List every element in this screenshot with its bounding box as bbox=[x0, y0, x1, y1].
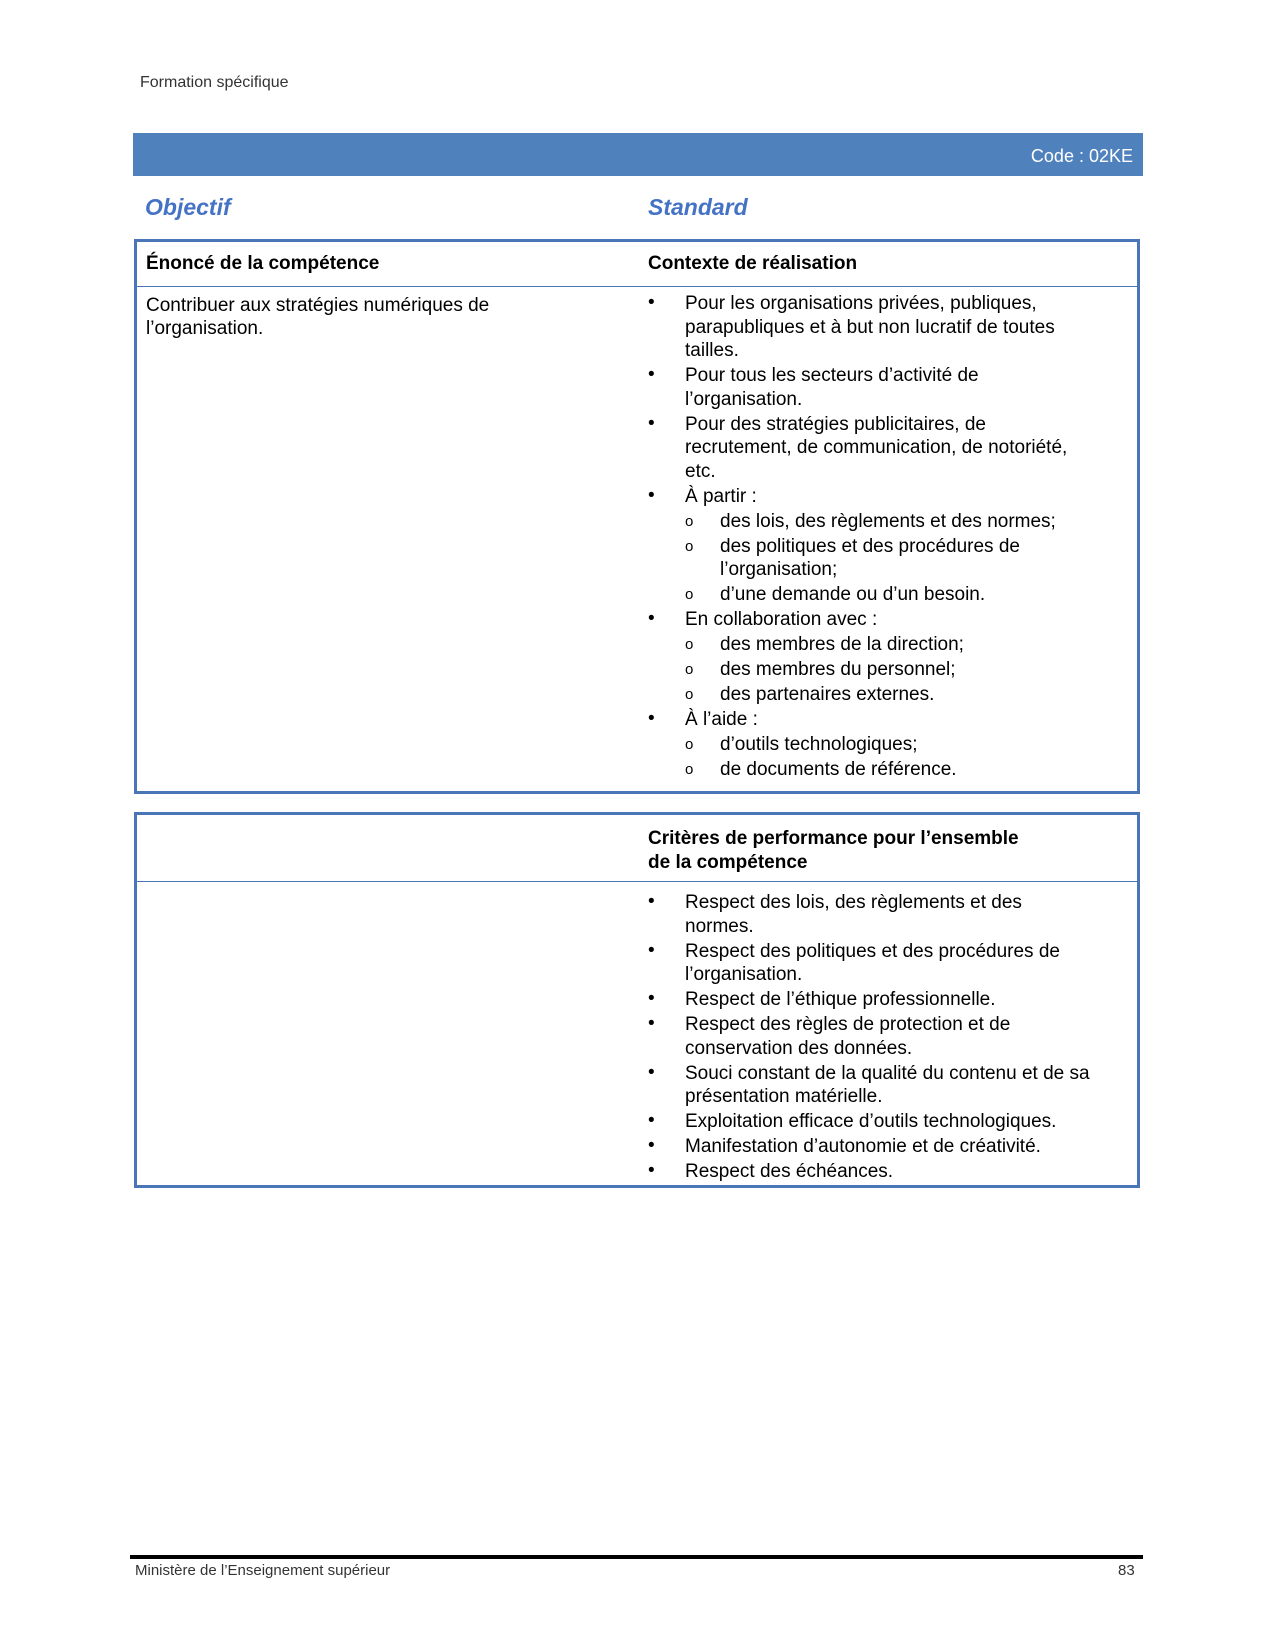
list-item-text bbox=[685, 608, 1125, 632]
list-item-text bbox=[720, 758, 1160, 782]
list-item-text bbox=[685, 364, 1125, 411]
footer-rule bbox=[130, 1555, 1143, 1559]
list-item-text bbox=[685, 1160, 1125, 1184]
list-item-text bbox=[720, 535, 1160, 582]
list-item-line: normes. bbox=[685, 915, 754, 937]
standard-title: Standard bbox=[648, 194, 748, 220]
list-item-text bbox=[685, 891, 1125, 938]
section-header: Formation spécifique bbox=[140, 74, 289, 91]
list-item-line: tailles. bbox=[685, 340, 739, 361]
list-item-text bbox=[720, 658, 1160, 682]
sub-bullet-icon: o bbox=[685, 661, 694, 678]
list-item-line: etc. bbox=[685, 460, 716, 482]
list-item-line: des lois, des règlements et des normes; bbox=[720, 510, 1056, 532]
list-item-text bbox=[685, 1013, 1125, 1060]
bullet-icon: • bbox=[648, 939, 655, 961]
list-item-line: Pour tous les secteurs d’activité de bbox=[685, 365, 979, 386]
list-item-line: Respect des règles de protection et de bbox=[685, 1014, 1011, 1035]
list-item-line: d’outils technologiques; bbox=[720, 734, 918, 755]
sub-bullet-icon: o bbox=[685, 686, 694, 703]
sub-bullet-icon: o bbox=[685, 736, 694, 753]
context-list bbox=[648, 292, 1128, 792]
list-item-line: En collaboration avec : bbox=[685, 609, 878, 630]
bullet-icon: • bbox=[648, 412, 655, 434]
bullet-icon: • bbox=[648, 292, 655, 313]
list-item-text bbox=[685, 988, 1125, 1012]
bullet-icon: • bbox=[648, 484, 655, 506]
sub-bullet-icon: o bbox=[685, 586, 694, 603]
sub-bullet-icon: o bbox=[685, 512, 694, 530]
list-item-line: des membres du personnel; bbox=[720, 659, 956, 680]
objective-title: Objectif bbox=[145, 194, 231, 220]
list-item-line: des membres de la direction; bbox=[720, 634, 964, 655]
list-item-line: d’une demande ou d’un besoin. bbox=[720, 584, 986, 605]
list-item-line: À partir : bbox=[685, 485, 757, 507]
page-number: 83 bbox=[1118, 1562, 1135, 1579]
col2-header: Contexte de réalisation bbox=[648, 253, 858, 274]
list-item-line: recrutement, de communication, de notoriété, bbox=[685, 437, 1068, 458]
bullet-icon: • bbox=[648, 988, 655, 1009]
code-band bbox=[133, 133, 1143, 176]
list-item-line: de documents de référence. bbox=[720, 759, 957, 780]
col1-header: Énoncé de la compétence bbox=[146, 253, 380, 274]
sub-bullet-icon: o bbox=[685, 761, 694, 778]
list-item-text bbox=[685, 485, 1125, 509]
list-item-text bbox=[685, 292, 1125, 363]
list-item-line: Souci constant de la qualité du contenu et de sa bbox=[685, 1062, 1090, 1084]
bullet-icon: • bbox=[648, 891, 655, 912]
statement-line: l’organisation. bbox=[146, 318, 264, 339]
bullet-icon: • bbox=[648, 1013, 655, 1034]
criteria-header-line: Critères de performance pour l’ensemble bbox=[648, 828, 1019, 849]
bullet-icon: • bbox=[648, 364, 655, 385]
list-item-line: l’organisation. bbox=[685, 388, 803, 410]
list-item-line: À l’aide : bbox=[685, 709, 758, 730]
competence-statement bbox=[146, 294, 489, 340]
list-item-text bbox=[685, 1110, 1125, 1134]
list-item-line: l’organisation; bbox=[720, 559, 838, 580]
statement-line: Contribuer aux stratégies numériques de bbox=[146, 295, 490, 316]
list-item-text bbox=[685, 1062, 1125, 1109]
competence-code: Code : 02KE bbox=[1030, 146, 1133, 166]
list-item-line: Respect des lois, des règlements et des bbox=[685, 892, 1022, 913]
list-item-text bbox=[685, 413, 1125, 484]
list-item-line: Pour des stratégies publicitaires, de bbox=[685, 413, 986, 435]
bullet-icon: • bbox=[648, 1061, 655, 1083]
list-item-text bbox=[685, 940, 1125, 987]
list-item-line: Manifestation d’autonomie et de créativité. bbox=[685, 1136, 1041, 1157]
list-item-line: des partenaires externes. bbox=[720, 684, 935, 705]
criteria-list bbox=[648, 891, 1128, 1181]
list-item-line: Respect de l’éthique professionnelle. bbox=[685, 989, 996, 1010]
list-item-text bbox=[720, 683, 1160, 707]
list-item-line: Exploitation efficace d’outils technologiques. bbox=[685, 1111, 1057, 1132]
list-item-line: conservation des données. bbox=[685, 1037, 913, 1059]
list-item-line: Pour les organisations privées, publiques, bbox=[685, 293, 1037, 314]
bullet-icon: • bbox=[648, 1160, 655, 1181]
list-item-text bbox=[685, 1135, 1125, 1159]
list-item-line: Respect des échéances. bbox=[685, 1161, 894, 1182]
bullet-icon: • bbox=[648, 708, 655, 729]
list-item-line: des politiques et des procédures de bbox=[720, 535, 1020, 557]
bullet-icon: • bbox=[648, 1135, 655, 1156]
list-item-line: Respect des politiques et des procédures de bbox=[685, 940, 1060, 962]
list-item-text bbox=[720, 510, 1160, 534]
list-item-text bbox=[720, 583, 1160, 607]
competence-table bbox=[134, 239, 1140, 794]
sub-bullet-icon: o bbox=[685, 636, 694, 653]
criteria-table bbox=[134, 812, 1140, 1188]
sub-bullet-icon: o bbox=[685, 537, 694, 555]
list-item-line: parapubliques et à but non lucratif de toutes bbox=[685, 316, 1055, 338]
bullet-icon: • bbox=[648, 1110, 655, 1131]
criteria-header-line: de la compétence bbox=[648, 852, 808, 873]
list-item-text bbox=[720, 633, 1160, 657]
bullet-icon: • bbox=[648, 608, 655, 629]
list-item-line: l’organisation. bbox=[685, 964, 803, 985]
list-item-text bbox=[685, 708, 1125, 732]
footer-ministry: Ministère de l’Enseignement supérieur bbox=[135, 1562, 391, 1579]
list-item-line: présentation matérielle. bbox=[685, 1086, 883, 1107]
list-item-text bbox=[720, 733, 1160, 757]
criteria-header bbox=[648, 827, 1019, 875]
